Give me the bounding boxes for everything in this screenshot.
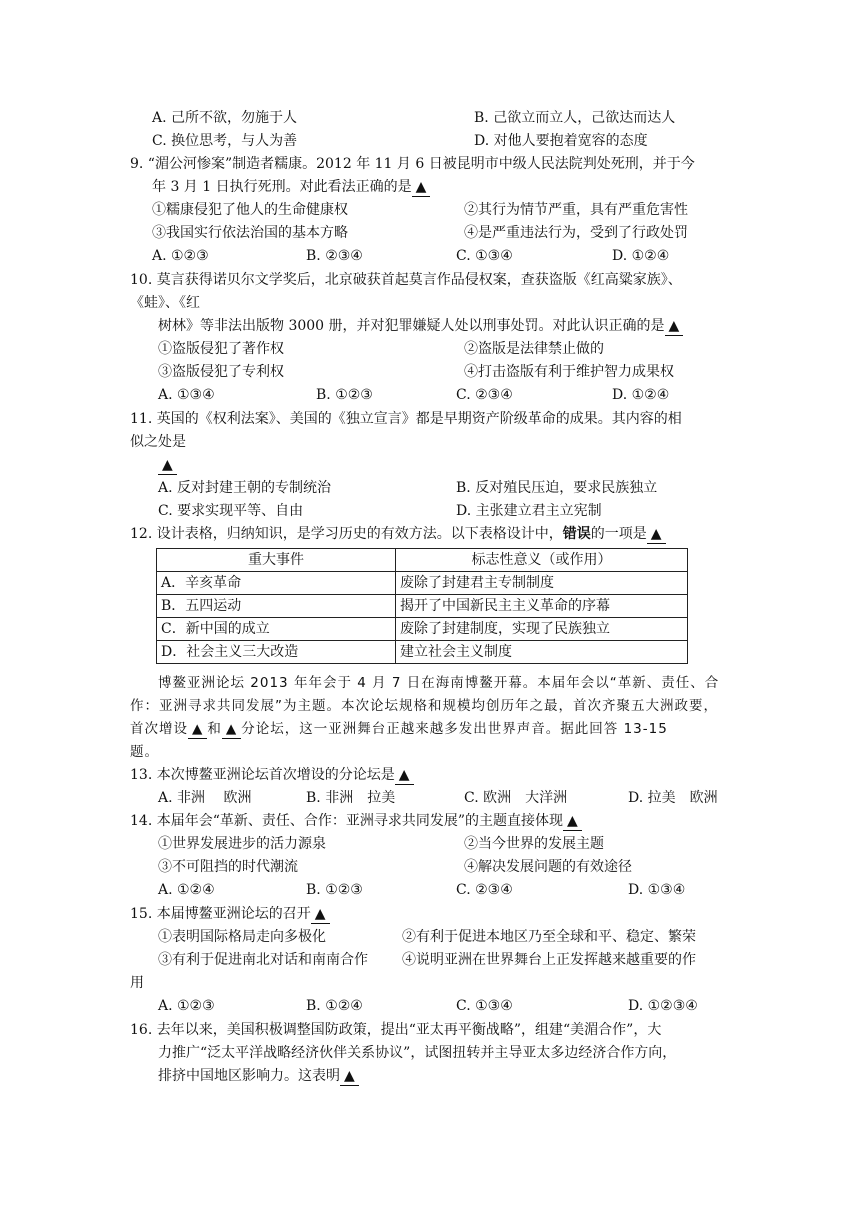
- q14-option-d: D. ①③④: [628, 882, 686, 898]
- q10-option-b: B. ①②③: [316, 387, 373, 403]
- q13-option-a: A. 非洲 欧洲: [158, 790, 252, 806]
- answer-blank: [412, 178, 431, 197]
- table-header: 重大事件: [157, 549, 396, 572]
- answer-blank: [340, 1067, 359, 1086]
- triangle-icon: ▲: [225, 721, 238, 737]
- answer-blank: [188, 720, 207, 739]
- table-cell: 揭开了中国新民主主义革命的序幕: [396, 595, 688, 618]
- q8-option-a: A. 己所不欲，勿施于人: [152, 110, 298, 126]
- q16-stem-line2: 力推广“泛太平洋战略经济伙伴关系协议”，试图扭转并主导亚太多边经济合作方向，: [158, 1045, 677, 1061]
- q14-statement-1: ①世界发展进步的活力源泉: [158, 836, 326, 852]
- passage-line2: 作：亚洲寻求共同发展”为主题。本次论坛规格和规模均创历年之最，首次齐聚五大洲政要，: [130, 698, 718, 714]
- q9-stem-line2: 年 3 月 1 日执行死刑。对此看法正确的是 ▲: [152, 177, 430, 197]
- q9-stem-line1: 9. “湄公河惨案”制造者糯康。2012 年 11 月 6 日被昆明市中级人民法院判处死刑，并于今: [130, 156, 695, 172]
- passage-line1: 博鳌亚洲论坛 2013 年年会于 4 月 7 日在海南博鳌开幕。本届年会以“革新、责任、合: [158, 675, 720, 691]
- table-cell: 建立社会主义制度: [396, 641, 688, 664]
- q15-option-a: A. ①②③: [158, 998, 215, 1014]
- triangle-icon: ▲: [567, 813, 578, 829]
- answer-blank: [311, 905, 330, 924]
- q14-statement-4: ④解决发展问题的有效途径: [464, 859, 632, 875]
- passage-line3: 首次增设 ▲ 和 ▲ 分论坛，这一亚洲舞台正越来越多发出世界声音。据此回答 13-15: [130, 721, 668, 737]
- table-cell: D．社会主义三大改造: [157, 641, 396, 664]
- q9-option-c: C. ①③④: [456, 248, 513, 264]
- q12-stem: 12. 设计表格，归纳知识，是学习历史的有效方法。以下表格设计中，错误的一项是 ▲: [130, 524, 666, 544]
- q9-option-a: A. ①②③: [152, 248, 209, 264]
- q14-statement-3: ③不可阻挡的时代潮流: [158, 859, 298, 875]
- q10-statement-4: ④打击盗版有利于维护智力成果权: [464, 364, 674, 380]
- emphasis-word: 错误: [562, 526, 591, 542]
- q15-statement-3: ③有利于促进南北对话和南南合作: [158, 952, 368, 968]
- q8-option-b: B. 己欲立而立人，己欲达而达人: [474, 110, 676, 126]
- q13-option-c: C. 欧洲 大洋洲: [464, 790, 568, 806]
- q14-option-b: B. ①②③: [306, 882, 363, 898]
- table-cell: 废除了封建制度，实现了民族独立: [396, 618, 688, 641]
- triangle-icon: ▲: [398, 767, 410, 783]
- q8-option-c: C. 换位思考，与人为善: [152, 133, 298, 149]
- q9-statement-4: ④是严重违法行为，受到了行政处罚: [464, 225, 688, 241]
- q10-stem-line2: 《蛙》、《红: [130, 295, 200, 311]
- q11-option-b: B. 反对殖民压迫，要求民族独立: [456, 480, 658, 496]
- table-cell: C．新中国的成立: [157, 618, 396, 641]
- q10-stem-line1: 10. 莫言获得诺贝尔文学奖后，北京破获首起莫言作品侵权案，查获盗版《红高粱家族》、: [130, 272, 682, 288]
- q11-stem-line1: 11. 英国的《权利法案》、美国的《独立宣言》都是早期资产阶级革命的成果。其内容的相: [130, 411, 682, 427]
- q13-stem: 13. 本次博鳌亚洲论坛首次增设的分论坛是 ▲: [130, 765, 414, 785]
- q10-option-d: D. ①②④: [612, 387, 670, 403]
- table-cell: A．辛亥革命: [157, 572, 396, 595]
- answer-blank: [158, 456, 177, 475]
- answer-blank: [647, 525, 666, 544]
- triangle-icon: ▲: [650, 526, 662, 542]
- table-row: [157, 618, 688, 641]
- q11-option-d: D. 主张建立君主立宪制: [456, 503, 602, 519]
- triangle-icon: ▲: [344, 1068, 355, 1084]
- q13-option-b: B. 非洲 拉美: [306, 790, 396, 806]
- q9-option-b: B. ②③④: [306, 248, 363, 264]
- q9-statement-3: ③我国实行依法治国的基本方略: [152, 225, 348, 241]
- q15-statement-1: ①表明国际格局走向多极化: [158, 929, 326, 945]
- q10-option-a: A. ①③④: [158, 387, 215, 403]
- table-cell: 废除了封建君主专制制度: [396, 572, 688, 595]
- triangle-icon: ▲: [415, 179, 427, 195]
- q11-option-a: A. 反对封建王朝的专制统治: [158, 480, 332, 496]
- q8-option-d: D. 对他人要抱着宽容的态度: [474, 133, 648, 149]
- table-header: 标志性意义（或作用）: [396, 549, 688, 572]
- answer-blank: [222, 720, 241, 739]
- q15-statement-2: ②有利于促进本地区乃至全球和平、稳定、繁荣: [402, 929, 696, 945]
- q16-stem-line1: 16. 去年以来，美国积极调整国防政策，提出“亚太再平衡战略”，组建“美湄合作”，大: [130, 1022, 662, 1038]
- q10-statement-3: ③盗版侵犯了专利权: [158, 364, 284, 380]
- q10-statement-2: ②盗版是法律禁止做的: [464, 341, 604, 357]
- q14-option-a: A. ①②④: [158, 882, 215, 898]
- answer-blank: [665, 317, 684, 336]
- q15-statement-4-cont: 用: [130, 975, 144, 991]
- answer-blank: [563, 812, 582, 831]
- history-table: [156, 548, 688, 664]
- q9-statement-1: ①糯康侵犯了他人的生命健康权: [152, 202, 348, 218]
- triangle-icon: ▲: [192, 721, 204, 737]
- table-row: [157, 641, 688, 664]
- q14-statement-2: ②当今世界的发展主题: [464, 836, 604, 852]
- triangle-icon: ▲: [162, 457, 173, 473]
- q11-option-c: C. 要求实现平等、自由: [158, 503, 304, 519]
- q14-option-c: C. ②③④: [456, 882, 513, 898]
- q10-option-c: C. ②③④: [456, 387, 513, 403]
- q10-stem-line3: 树林》等非法出版物 3000 册，并对犯罪嫌疑人处以刑事处罚。对此认识正确的是 ▲: [158, 316, 683, 336]
- q10-statement-1: ①盗版侵犯了著作权: [158, 341, 284, 357]
- q15-statement-4: ④说明亚洲在世界舞台上正发挥越来越重要的作: [402, 952, 696, 968]
- q16-stem-line3: 排挤中国地区影响力。这表明 ▲: [158, 1066, 359, 1086]
- q14-stem: 14. 本届年会“革新、责任、合作：亚洲寻求共同发展”的主题直接体现 ▲: [130, 811, 582, 831]
- table-header-row: [157, 549, 688, 572]
- q11-stem-line2: 似之处是: [130, 434, 186, 450]
- triangle-icon: ▲: [314, 906, 326, 922]
- q15-option-b: B. ①②④: [306, 998, 363, 1014]
- q15-stem: 15. 本届博鳌亚洲论坛的召开 ▲: [130, 904, 330, 924]
- answer-blank: [395, 766, 414, 785]
- q13-option-d: D. 拉美 欧洲: [628, 790, 718, 806]
- q9-option-d: D. ①②④: [612, 248, 670, 264]
- q15-option-d: D. ①②③④: [628, 998, 698, 1014]
- q11-answer-line: [158, 455, 177, 475]
- table-row: [157, 595, 688, 618]
- q15-option-c: C. ①③④: [456, 998, 513, 1014]
- table-row: [157, 572, 688, 595]
- table-cell: B．五四运动: [157, 595, 396, 618]
- passage-line4: 题。: [130, 744, 159, 760]
- q9-statement-2: ②其行为情节严重，具有严重危害性: [464, 202, 688, 218]
- triangle-icon: ▲: [668, 318, 680, 334]
